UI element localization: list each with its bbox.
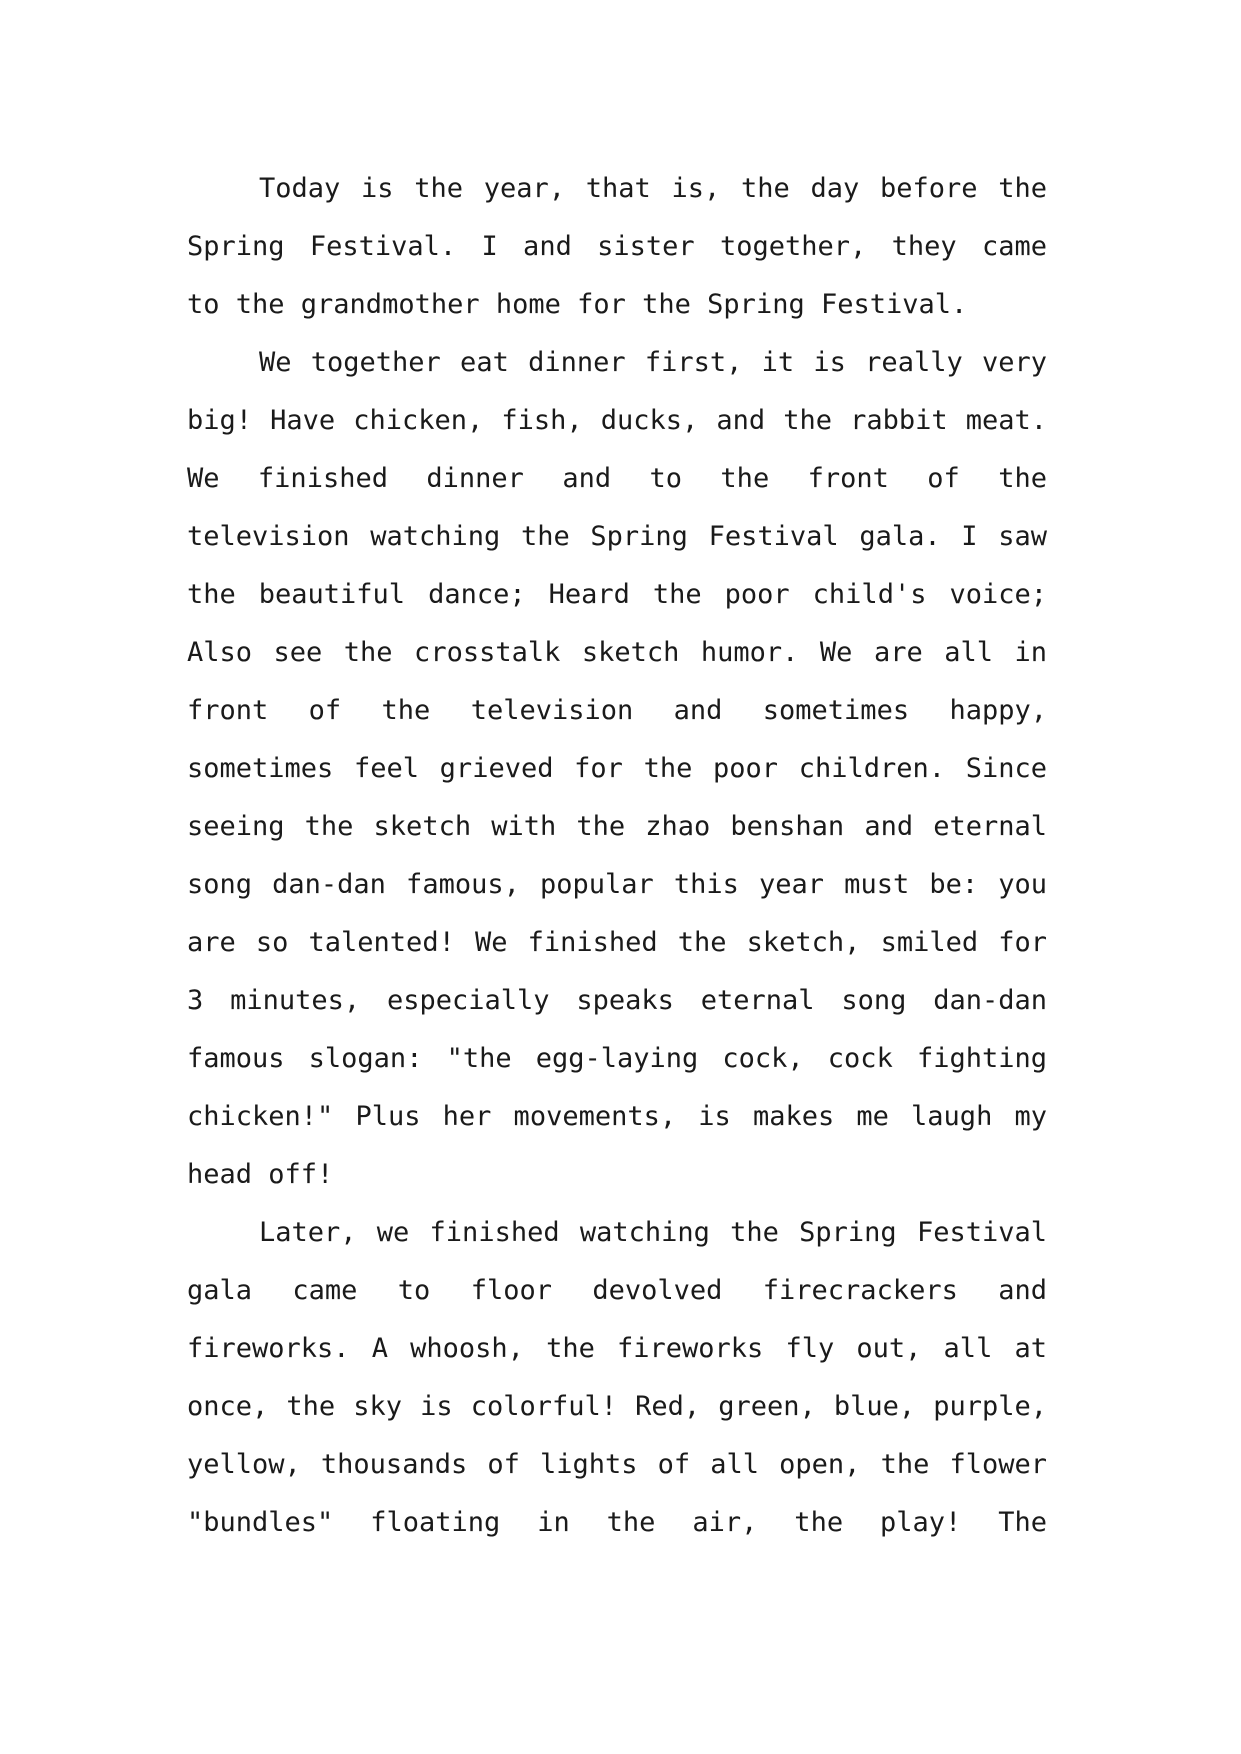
text-line: fireworks. A whoosh, the fireworks fly out, all at (187, 1333, 1047, 1364)
text-line: television watching the Spring Festival gala. I saw (187, 521, 1047, 552)
text-line: seeing the sketch with the zhao benshan and eternal (187, 811, 1047, 842)
text-line: front of the television and sometimes happy, (187, 695, 1047, 726)
text-line: "bundles" floating in the air, the play! The (187, 1507, 1047, 1538)
text-line: to the grandmother home for the Spring Festival. (187, 289, 968, 320)
text-line: famous slogan: "the egg-laying cock, cock fighting (187, 1043, 1047, 1074)
text-line: song dan-dan famous, popular this year must be: you (187, 869, 1047, 900)
text-line: sometimes feel grieved for the poor children. Since (187, 753, 1047, 784)
text-line: Also see the crosstalk sketch humor. We are all in (187, 637, 1047, 668)
text-line: once, the sky is colorful! Red, green, blue, purple, (187, 1391, 1047, 1422)
body-text (187, 160, 1047, 1552)
text-line: Today is the year, that is, the day before the (259, 173, 1047, 204)
text-line: Later, we finished watching the Spring Festival (259, 1217, 1047, 1248)
text-line: gala came to floor devolved firecrackers and (187, 1275, 1047, 1306)
text-line: big! Have chicken, fish, ducks, and the rabbit meat. (187, 405, 1047, 436)
text-line: the beautiful dance; Heard the poor child's voice; (187, 579, 1047, 610)
text-line: yellow, thousands of lights of all open, the flower (187, 1449, 1047, 1480)
text-line: 3 minutes, especially speaks eternal song dan-dan (187, 985, 1047, 1016)
text-line: We finished dinner and to the front of the (187, 463, 1047, 494)
text-line: are so talented! We finished the sketch, smiled for (187, 927, 1047, 958)
text-line: chicken!" Plus her movements, is makes me laugh my (187, 1101, 1047, 1132)
text-line: We together eat dinner first, it is really very (259, 347, 1047, 378)
text-line: Spring Festival. I and sister together, they came (187, 231, 1047, 262)
text-line: head off! (187, 1159, 334, 1190)
